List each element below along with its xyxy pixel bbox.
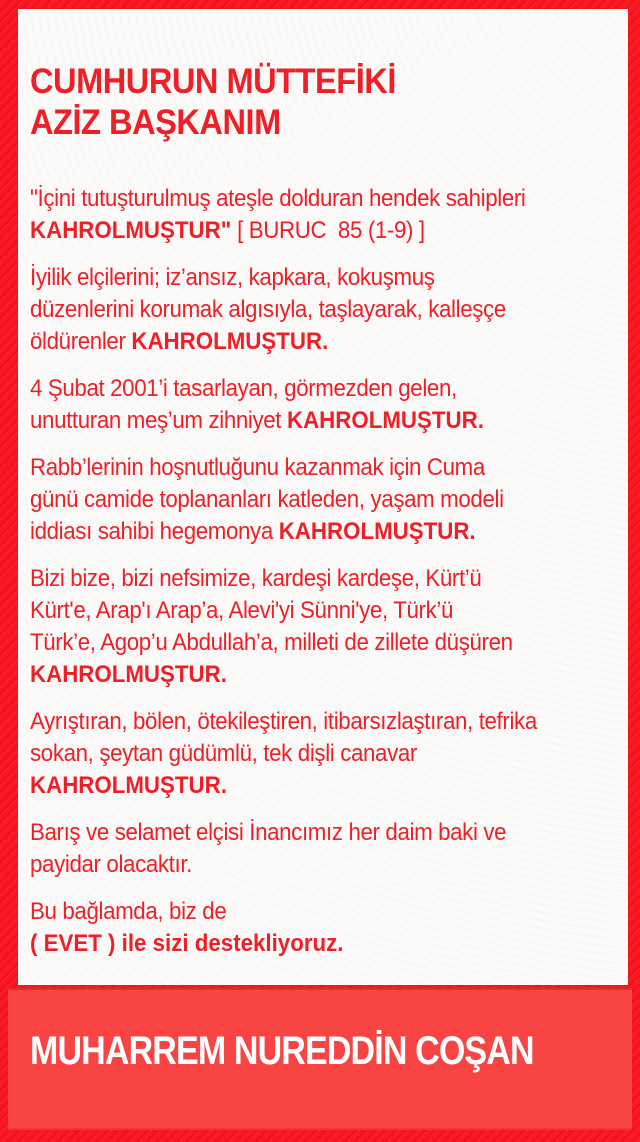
text-phrase: İyilik elçilerini; iz’ansız, kapkara, kokuşmuş: [30, 264, 435, 291]
paragraph-line: [30, 373, 574, 405]
poster-title: [30, 61, 586, 143]
text-phrase: Ayrıştıran, bölen, ötekileştiren, itibarsızlaştıran, tefrika: [30, 708, 537, 735]
paragraph-line: [30, 484, 574, 516]
body-paragraph: [30, 373, 574, 437]
text-phrase: Bu bağlamda, biz de: [30, 898, 227, 925]
bold-phrase: KAHROLMUŞTUR": [30, 217, 232, 244]
body-paragraph: [30, 563, 574, 691]
footer-name-text: MUHARREM NUREDDİN COŞAN: [30, 1028, 534, 1073]
paragraph-line: [30, 183, 574, 215]
paragraph-line: [30, 928, 574, 960]
text-phrase: 4 Şubat 2001’i tasarlayan, görmezden gelen,: [30, 375, 457, 402]
paragraph-line: [30, 452, 574, 484]
bold-phrase: KAHROLMUŞTUR.: [278, 518, 476, 545]
body-paragraph: [30, 262, 574, 358]
bold-phrase: KAHROLMUŞTUR.: [30, 661, 227, 688]
paragraph-line: [30, 706, 574, 738]
paragraph-line: [30, 738, 574, 770]
paragraph-line: [30, 817, 574, 849]
text-phrase: payidar olacaktır.: [30, 851, 192, 878]
bold-phrase: ( EVET ) ile sizi destekliyoruz.: [30, 930, 344, 957]
paragraph-line: [30, 896, 574, 928]
body-paragraph: [30, 896, 574, 960]
paragraph-line: [30, 770, 574, 802]
title-line: CUMHURUN MÜTTEFİKİ: [30, 62, 396, 101]
text-phrase: düzenlerini korumak algısıyla, taşlayarak, kalleşçe: [30, 296, 506, 323]
paragraph-line: [30, 326, 574, 358]
paragraph-line: [30, 563, 574, 595]
paragraph-line: [30, 627, 574, 659]
bold-phrase: KAHROLMUŞTUR.: [286, 407, 484, 434]
poster-body: [30, 183, 628, 960]
paragraph-line: [30, 262, 574, 294]
text-phrase: günü camide toplananları katleden, yaşam modeli: [30, 486, 504, 513]
body-paragraph: [30, 817, 574, 881]
text-phrase: unutturan meş’um zihniyet: [30, 407, 287, 434]
paragraph-line: [30, 595, 574, 627]
text-phrase: [ BURUC 85 (1-9) ]: [231, 217, 425, 244]
paragraph-line: [30, 294, 574, 326]
bold-phrase: KAHROLMUŞTUR.: [131, 328, 329, 355]
text-phrase: iddiası sahibi hegemonya: [30, 518, 279, 545]
text-phrase: Rabb’lerinin hoşnutluğunu kazanmak için Cuma: [30, 454, 485, 481]
bold-phrase: KAHROLMUŞTUR.: [30, 772, 227, 799]
text-phrase: öldürenler: [30, 328, 132, 355]
body-paragraph: [30, 452, 574, 548]
text-phrase: Türk’e, Agop’u Abdullah’a, milleti de zillete düşüren: [30, 629, 513, 656]
text-phrase: Bizi bize, bizi nefsimize, kardeşi kardeşe, Kürt’ü: [30, 565, 482, 592]
paragraph-line: [30, 215, 574, 247]
paragraph-line: [30, 405, 574, 437]
paragraph-line: [30, 516, 574, 548]
paragraph-line: [30, 659, 574, 691]
text-phrase: "İçini tutuşturulmuş ateşle dolduran hendek sahipleri: [30, 185, 526, 212]
footer-banner: [8, 988, 632, 1130]
title-line: AZİZ BAŞKANIM: [30, 103, 281, 142]
text-phrase: Kürt'e, Arap'ı Arap’a, Alevi'yi Sünni'ye, Türk’ü: [30, 597, 453, 624]
text-phrase: Barış ve selamet elçisi İnancımız her daim baki ve: [30, 819, 507, 846]
paragraph-line: [30, 849, 574, 881]
text-phrase: sokan, şeytan güdümlü, tek dişli canavar: [30, 740, 417, 767]
body-paragraph: [30, 183, 574, 247]
content-panel: [18, 9, 628, 985]
body-paragraph: [30, 706, 574, 802]
